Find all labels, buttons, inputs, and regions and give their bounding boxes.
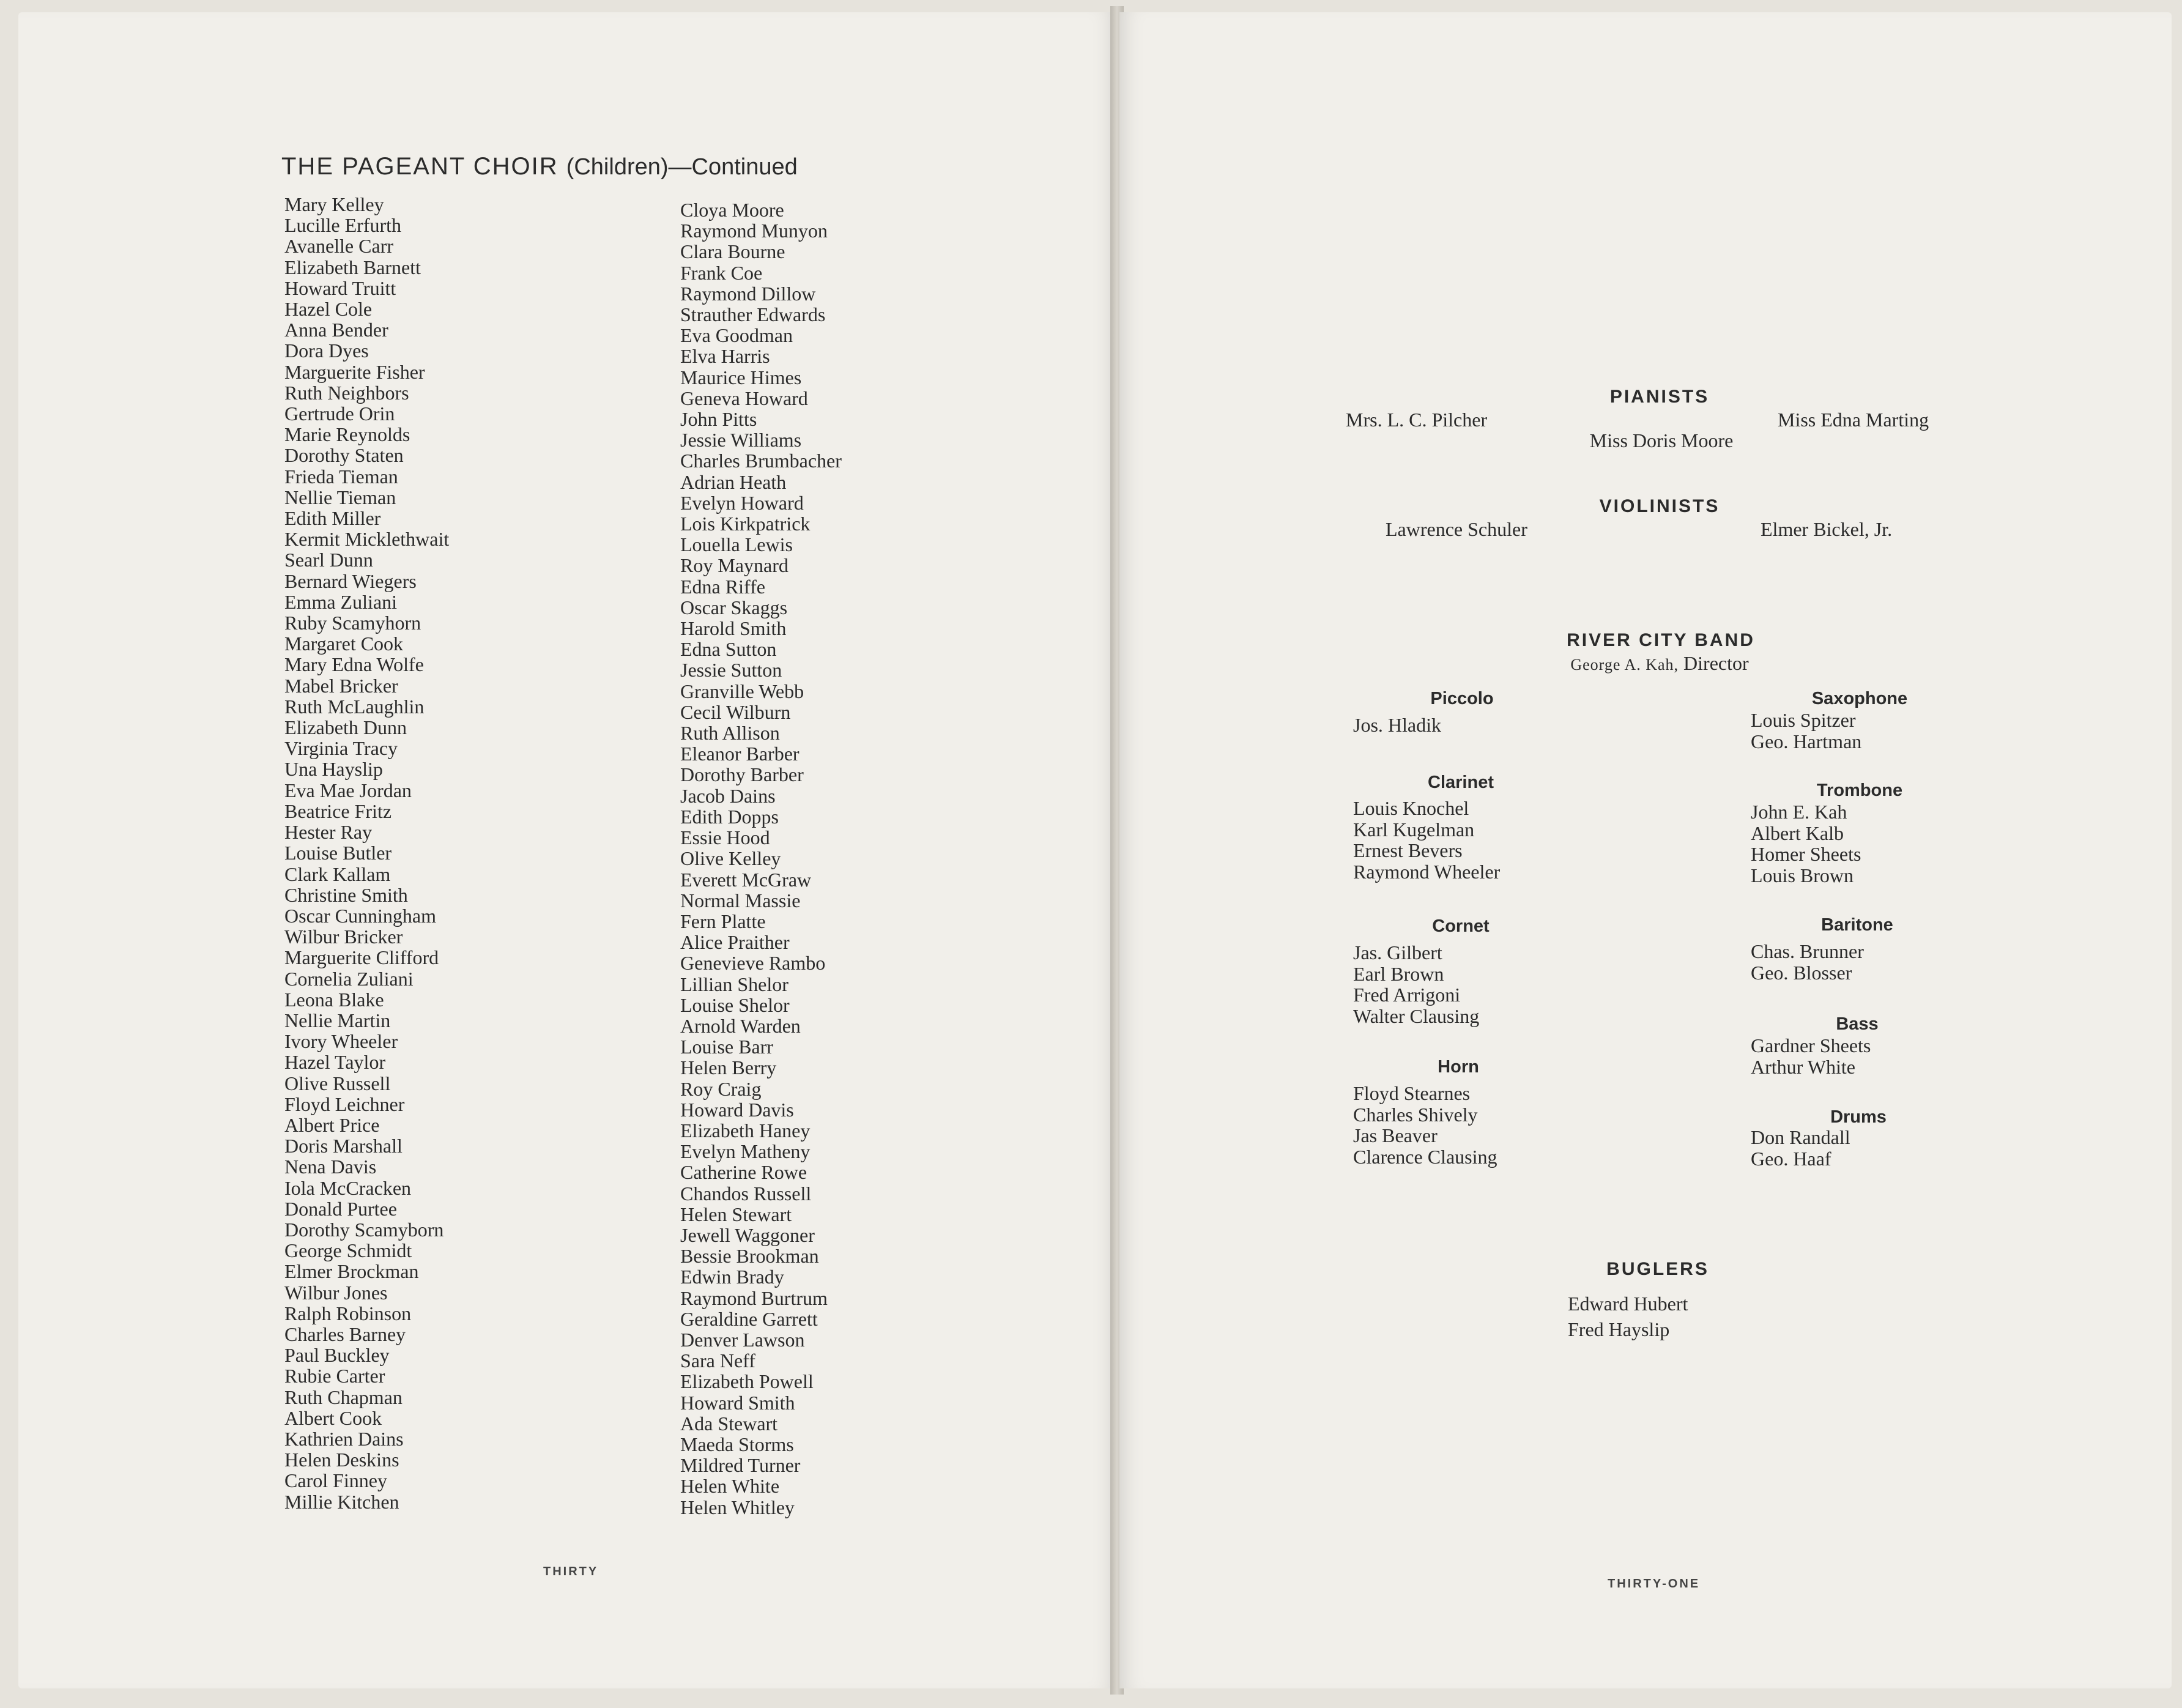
name-entry: Albert Kalb — [1751, 822, 1844, 844]
name-entry: Frieda Tieman — [284, 465, 398, 488]
name-entry: Cecil Wilburn — [680, 700, 791, 723]
piccolo-label: Piccolo — [1430, 689, 1494, 708]
name-entry: Ruth Neighbors — [284, 381, 409, 404]
name-entry: Floyd Stearnes — [1353, 1082, 1471, 1104]
name-entry: Dora Dyes — [284, 340, 369, 362]
name-entry: Maeda Storms — [680, 1433, 794, 1455]
drums-label: Drums — [1830, 1107, 1887, 1127]
name-entry: Gertrude Orin — [284, 403, 395, 425]
bass-members — [1751, 1035, 1871, 1077]
name-entry: Granville Webb — [680, 680, 804, 702]
name-entry: Mildred Turner — [680, 1454, 801, 1477]
buglers-heading: BUGLERS — [1606, 1259, 1709, 1279]
name-entry: Normal Massie — [680, 889, 801, 912]
name-entry: Ada Stewart — [680, 1412, 778, 1435]
name-entry: Albert Cook — [284, 1406, 382, 1429]
choir-names-column-1 — [284, 194, 449, 1512]
name-entry: Searl Dunn — [284, 549, 373, 571]
name-entry: Bessie Brookman — [680, 1245, 819, 1268]
name-entry: Roy Craig — [680, 1077, 762, 1100]
name-entry: Wilbur Bricker — [284, 926, 403, 948]
bass-label: Bass — [1836, 1014, 1879, 1034]
band-heading: RIVER CITY BAND — [1567, 630, 1755, 650]
name-entry: Everett McGraw — [680, 868, 812, 891]
name-entry: Olive Kelley — [680, 847, 781, 870]
name-entry: Helen Berry — [680, 1056, 777, 1079]
name-entry: Jos. Hladik — [1353, 714, 1441, 736]
name-entry: Charles Shively — [1353, 1103, 1478, 1126]
cornet-members — [1353, 942, 1479, 1027]
name-entry: Harold Smith — [680, 617, 787, 640]
name-entry: Helen Deskins — [284, 1449, 399, 1471]
name-entry: Sara Neff — [680, 1350, 755, 1372]
name-entry: Evelyn Howard — [680, 491, 804, 514]
cornet-label: Cornet — [1432, 916, 1490, 936]
name-entry: Virginia Tracy — [284, 737, 398, 760]
name-entry: Margaret Cook — [284, 633, 404, 655]
name-entry: Edna Sutton — [680, 638, 777, 661]
name-entry: Catherine Rowe — [680, 1161, 807, 1184]
name-entry: Ivory Wheeler — [284, 1030, 398, 1053]
name-entry: Helen Whitley — [680, 1496, 795, 1518]
name-entry: Fred Hayslip — [1568, 1318, 1670, 1340]
name-entry: Louis Spitzer — [1751, 709, 1856, 731]
name-entry: Mary Kelley — [284, 193, 384, 215]
name-entry: Geo. Haaf — [1751, 1147, 1831, 1170]
name-entry: Evelyn Matheny — [680, 1140, 811, 1163]
name-entry: Maurice Himes — [680, 366, 802, 388]
name-entry: Helen Stewart — [680, 1203, 792, 1225]
name-entry: Lois Kirkpatrick — [680, 513, 811, 535]
name-entry: Albert Price — [284, 1113, 380, 1136]
name-entry: Marguerite Clifford — [284, 946, 439, 969]
name-entry: Eleanor Barber — [680, 743, 800, 765]
saxophone-members — [1751, 710, 1861, 752]
name-entry: Eva Goodman — [680, 324, 793, 347]
name-entry: Alice Praither — [680, 931, 790, 954]
name-entry: Kathrien Dains — [284, 1427, 404, 1450]
pianists-heading: PIANISTS — [1609, 387, 1710, 407]
name-entry: Una Hayslip — [284, 758, 383, 781]
name-entry: Hester Ray — [284, 821, 373, 844]
name-entry: Nellie Tieman — [284, 486, 396, 508]
name-entry: Floyd Leichner — [284, 1093, 405, 1115]
name-entry: Roy Maynard — [680, 554, 789, 577]
trombone-members — [1751, 801, 1861, 886]
name-entry: Ruth McLaughlin — [284, 695, 425, 718]
name-entry: Clarence Clausing — [1353, 1145, 1497, 1168]
name-entry: Genevieve Rambo — [680, 952, 826, 975]
name-entry: Mary Edna Wolfe — [284, 653, 424, 676]
horn-label: Horn — [1438, 1057, 1479, 1077]
name-entry: Edwin Brady — [680, 1266, 784, 1288]
name-entry: Olive Russell — [284, 1072, 391, 1094]
name-entry: Raymond Munyon — [680, 220, 828, 242]
name-entry: Don Randall — [1751, 1126, 1850, 1148]
name-entry: Elizabeth Powell — [680, 1370, 814, 1393]
choir-names-column-2 — [680, 199, 842, 1518]
name-entry: Ruth Allison — [680, 722, 780, 744]
name-entry: Christine Smith — [284, 883, 408, 906]
name-entry: Carol Finney — [284, 1469, 387, 1492]
name-entry: Oscar Skaggs — [680, 596, 788, 618]
saxophone-label: Saxophone — [1811, 689, 1908, 708]
right-page — [1119, 12, 2172, 1688]
name-entry: Denver Lawson — [680, 1328, 805, 1351]
name-entry: Jacob Dains — [680, 784, 776, 807]
name-entry: Emma Zuliani — [284, 590, 397, 613]
choir-title-main: THE PAGEANT CHOIR — [281, 153, 558, 180]
name-entry: Paul Buckley — [284, 1344, 390, 1367]
name-entry: Marguerite Fisher — [284, 360, 425, 383]
name-entry: Walter Clausing — [1353, 1004, 1480, 1027]
name-entry: Howard Truitt — [284, 277, 396, 299]
baritone-members — [1751, 941, 1864, 983]
name-entry: Raymond Wheeler — [1353, 860, 1501, 883]
name-entry: Raymond Dillow — [680, 282, 816, 305]
horn-members — [1353, 1083, 1497, 1167]
trombone-label: Trombone — [1816, 781, 1903, 800]
page-number-left: THIRTY — [543, 1565, 599, 1578]
violinist-left: Lawrence Schuler — [1386, 518, 1527, 540]
name-entry: Lucille Erfurth — [284, 214, 402, 237]
name-entry: Jessie Williams — [680, 429, 802, 451]
name-entry: George Schmidt — [284, 1239, 412, 1262]
drums-members — [1751, 1127, 1850, 1169]
name-entry: Anna Bender — [284, 319, 388, 341]
name-entry: Geraldine Garrett — [680, 1307, 818, 1330]
name-entry: Nena Davis — [284, 1156, 377, 1178]
name-entry: Earl Brown — [1353, 962, 1444, 985]
name-entry: Beatrice Fritz — [284, 800, 392, 822]
name-entry: Mabel Bricker — [284, 674, 398, 697]
name-entry: Geo. Blosser — [1751, 961, 1852, 984]
piccolo-members — [1353, 715, 1441, 736]
name-entry: Homer Sheets — [1751, 843, 1861, 865]
violinist-right: Elmer Bickel, Jr. — [1761, 518, 1893, 540]
name-entry: Clark Kallam — [284, 863, 391, 885]
name-entry: Helen White — [680, 1475, 780, 1498]
name-entry: Geo. Hartman — [1751, 730, 1862, 752]
left-page — [18, 12, 1116, 1688]
name-entry: Hazel Cole — [284, 298, 373, 321]
name-entry: Chas. Brunner — [1751, 940, 1864, 962]
name-entry: Karl Kugelman — [1353, 818, 1475, 841]
name-entry: Edith Miller — [284, 507, 381, 530]
name-entry: Elva Harris — [680, 345, 770, 368]
name-entry: Jas. Gilbert — [1353, 941, 1442, 964]
baritone-label: Baritone — [1821, 915, 1893, 935]
name-entry: Marie Reynolds — [284, 423, 410, 446]
name-entry: Hazel Taylor — [284, 1051, 386, 1074]
pianist-left: Mrs. L. C. Pilcher — [1346, 409, 1488, 431]
name-entry: Edna Riffe — [680, 575, 765, 598]
choir-title-continued: (Children)—Continued — [566, 154, 798, 180]
name-entry: Jewell Waggoner — [680, 1223, 815, 1246]
name-entry: Avanelle Carr — [284, 235, 393, 258]
name-entry: Iola McCracken — [284, 1176, 412, 1199]
name-entry: Dorothy Barber — [680, 763, 804, 786]
pianist-center: Miss Doris Moore — [1589, 429, 1734, 451]
name-entry: Strauther Edwards — [680, 303, 826, 326]
page-number-right: THIRTY-ONE — [1608, 1577, 1701, 1591]
name-entry: Ruth Chapman — [284, 1386, 403, 1408]
band-director — [1570, 652, 1748, 675]
name-entry: Millie Kitchen — [284, 1490, 399, 1513]
name-entry: Wilbur Jones — [284, 1281, 388, 1304]
name-entry: Doris Marshall — [284, 1135, 403, 1157]
clarinet-members — [1353, 798, 1500, 882]
name-entry: Essie Hood — [680, 826, 770, 849]
name-entry: Cornelia Zuliani — [284, 967, 414, 990]
name-entry: Louise Barr — [680, 1036, 773, 1058]
name-entry: Lillian Shelor — [680, 973, 789, 995]
name-entry: Ernest Bevers — [1353, 839, 1463, 861]
name-entry: Raymond Burtrum — [680, 1287, 828, 1309]
violinists-heading: VIOLINISTS — [1599, 496, 1720, 516]
name-entry: Louella Lewis — [680, 533, 793, 556]
name-entry: Eva Mae Jordan — [284, 779, 412, 801]
page-title — [281, 153, 798, 180]
name-entry: Leona Blake — [284, 988, 384, 1011]
name-entry: Donald Purtee — [284, 1197, 397, 1220]
name-entry: Edward Hubert — [1568, 1293, 1688, 1315]
name-entry: Gardner Sheets — [1751, 1034, 1871, 1056]
clarinet-label: Clarinet — [1428, 773, 1494, 792]
name-entry: Clara Bourne — [680, 240, 785, 263]
director-role: Director — [1683, 652, 1749, 674]
name-entry: Howard Davis — [680, 1098, 794, 1121]
name-entry: Arthur White — [1751, 1055, 1855, 1078]
name-entry: Charles Brumbacher — [680, 450, 842, 472]
name-entry: Dorothy Scamyborn — [284, 1218, 444, 1241]
name-entry: Elizabeth Dunn — [284, 716, 407, 739]
name-entry: Fred Arrigoni — [1353, 984, 1461, 1006]
name-entry: Elizabeth Haney — [680, 1119, 811, 1142]
name-entry: Louis Brown — [1751, 864, 1854, 886]
name-entry: Howard Smith — [680, 1391, 795, 1414]
name-entry: Charles Barney — [284, 1323, 406, 1345]
name-entry: Jessie Sutton — [680, 659, 782, 681]
name-entry: Chandos Russell — [680, 1182, 812, 1205]
name-entry: Elizabeth Barnett — [284, 256, 421, 278]
name-entry: Adrian Heath — [680, 470, 787, 493]
name-entry: Elmer Brockman — [284, 1260, 419, 1283]
name-entry: Rubie Carter — [284, 1365, 385, 1387]
name-entry: John E. Kah — [1751, 801, 1847, 823]
name-entry: Arnold Warden — [680, 1014, 801, 1037]
name-entry: Jas Beaver — [1353, 1124, 1438, 1146]
director-name: George A. Kah, — [1570, 656, 1679, 674]
name-entry: Louis Knochel — [1353, 797, 1469, 819]
name-entry: Louise Shelor — [680, 993, 790, 1016]
name-entry: Geneva Howard — [680, 387, 808, 409]
name-entry: Nellie Martin — [284, 1009, 391, 1031]
name-entry: Louise Butler — [284, 842, 392, 864]
name-entry: Ralph Robinson — [284, 1302, 412, 1324]
name-entry: Cloya Moore — [680, 199, 784, 221]
name-entry: Frank Coe — [680, 261, 763, 284]
name-entry: Bernard Wiegers — [284, 570, 417, 592]
name-entry: Edith Dopps — [680, 805, 779, 828]
name-entry: Dorothy Staten — [284, 444, 404, 467]
name-entry: Kermit Micklethwait — [284, 528, 450, 551]
name-entry: John Pitts — [680, 408, 757, 431]
name-entry: Oscar Cunningham — [284, 904, 436, 927]
name-entry: Fern Platte — [680, 910, 766, 932]
buglers-members — [1568, 1291, 1688, 1342]
pianist-right: Miss Edna Marting — [1778, 409, 1929, 431]
name-entry: Ruby Scamyhorn — [284, 612, 421, 634]
